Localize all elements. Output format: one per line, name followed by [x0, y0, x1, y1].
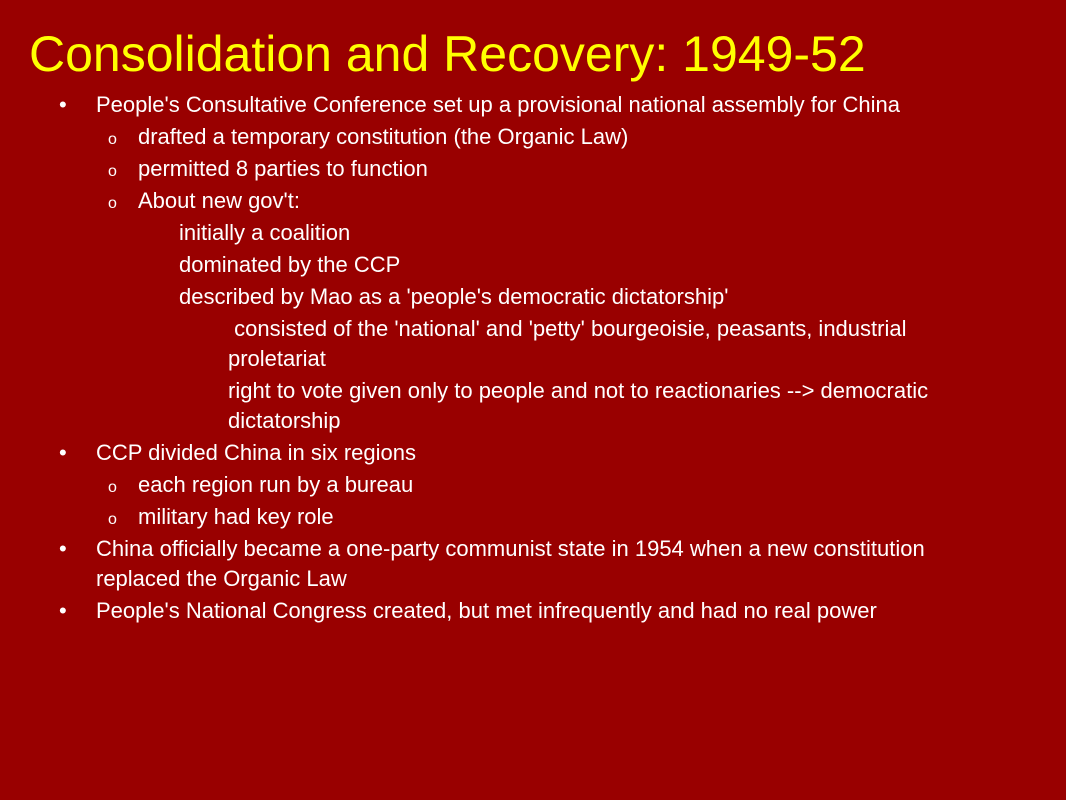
- bullet-text: dominated by the CCP: [179, 252, 401, 277]
- sub-bullet-item-bureau: [0, 469, 1066, 501]
- bullet-text: China officially became a one-party communist state in 1954 when a new constitution replaced the Organic Law: [96, 536, 925, 591]
- sub-sub-bullet-item-coalition: [0, 217, 1066, 249]
- bullet-circle-icon: o: [108, 511, 117, 528]
- sub-sub-bullet-item-mao: [0, 281, 1066, 313]
- bullet-item-provisional-assembly: [0, 89, 1066, 121]
- sub-sub-bullet-item-ccp: [0, 249, 1066, 281]
- bullet-text: military had key role: [138, 504, 334, 529]
- bullet-text: People's Consultative Conference set up a provisional national assembly for China: [96, 92, 900, 117]
- bullet-circle-icon: o: [108, 163, 117, 180]
- level4-bullet-item-bourgeoisie: [0, 313, 1066, 375]
- sub-bullet-item-organic-law: [0, 121, 1066, 153]
- bullet-list: [0, 89, 1066, 627]
- slide-title: Consolidation and Recovery: 1949-52: [29, 26, 866, 82]
- bullet-dot-icon: •: [59, 92, 67, 117]
- bullet-text: described by Mao as a 'people's democratic dictatorship': [179, 284, 729, 309]
- bullet-text: People's National Congress created, but met infrequently and had no real power: [96, 598, 877, 623]
- bullet-text: right to vote given only to people and not to reactionaries --> democratic dictatorship: [228, 378, 929, 433]
- level4-bullet-item-vote: [0, 375, 1066, 437]
- bullet-text: initially a coalition: [179, 220, 351, 245]
- bullet-text: consisted of the 'national' and 'petty' bourgeoisie, peasants, industrial proletariat: [228, 316, 913, 371]
- bullet-text: each region run by a bureau: [138, 472, 414, 497]
- bullet-item-one-party-state: [0, 533, 1066, 595]
- sub-bullet-item-parties: [0, 153, 1066, 185]
- bullet-text: permitted 8 parties to function: [138, 156, 428, 181]
- sub-bullet-item-new-govt: [0, 185, 1066, 217]
- bullet-text: CCP divided China in six regions: [96, 440, 416, 465]
- bullet-item-national-congress: [0, 595, 1066, 627]
- bullet-text: About new gov't:: [138, 188, 300, 213]
- bullet-circle-icon: o: [108, 131, 117, 148]
- bullet-dot-icon: •: [59, 440, 67, 465]
- bullet-dot-icon: •: [59, 598, 67, 623]
- sub-bullet-item-military: [0, 501, 1066, 533]
- bullet-circle-icon: o: [108, 479, 117, 496]
- bullet-text: drafted a temporary constitution (the Organic Law): [138, 124, 629, 149]
- bullet-dot-icon: •: [59, 536, 67, 561]
- bullet-circle-icon: o: [108, 195, 117, 212]
- bullet-item-six-regions: [0, 437, 1066, 469]
